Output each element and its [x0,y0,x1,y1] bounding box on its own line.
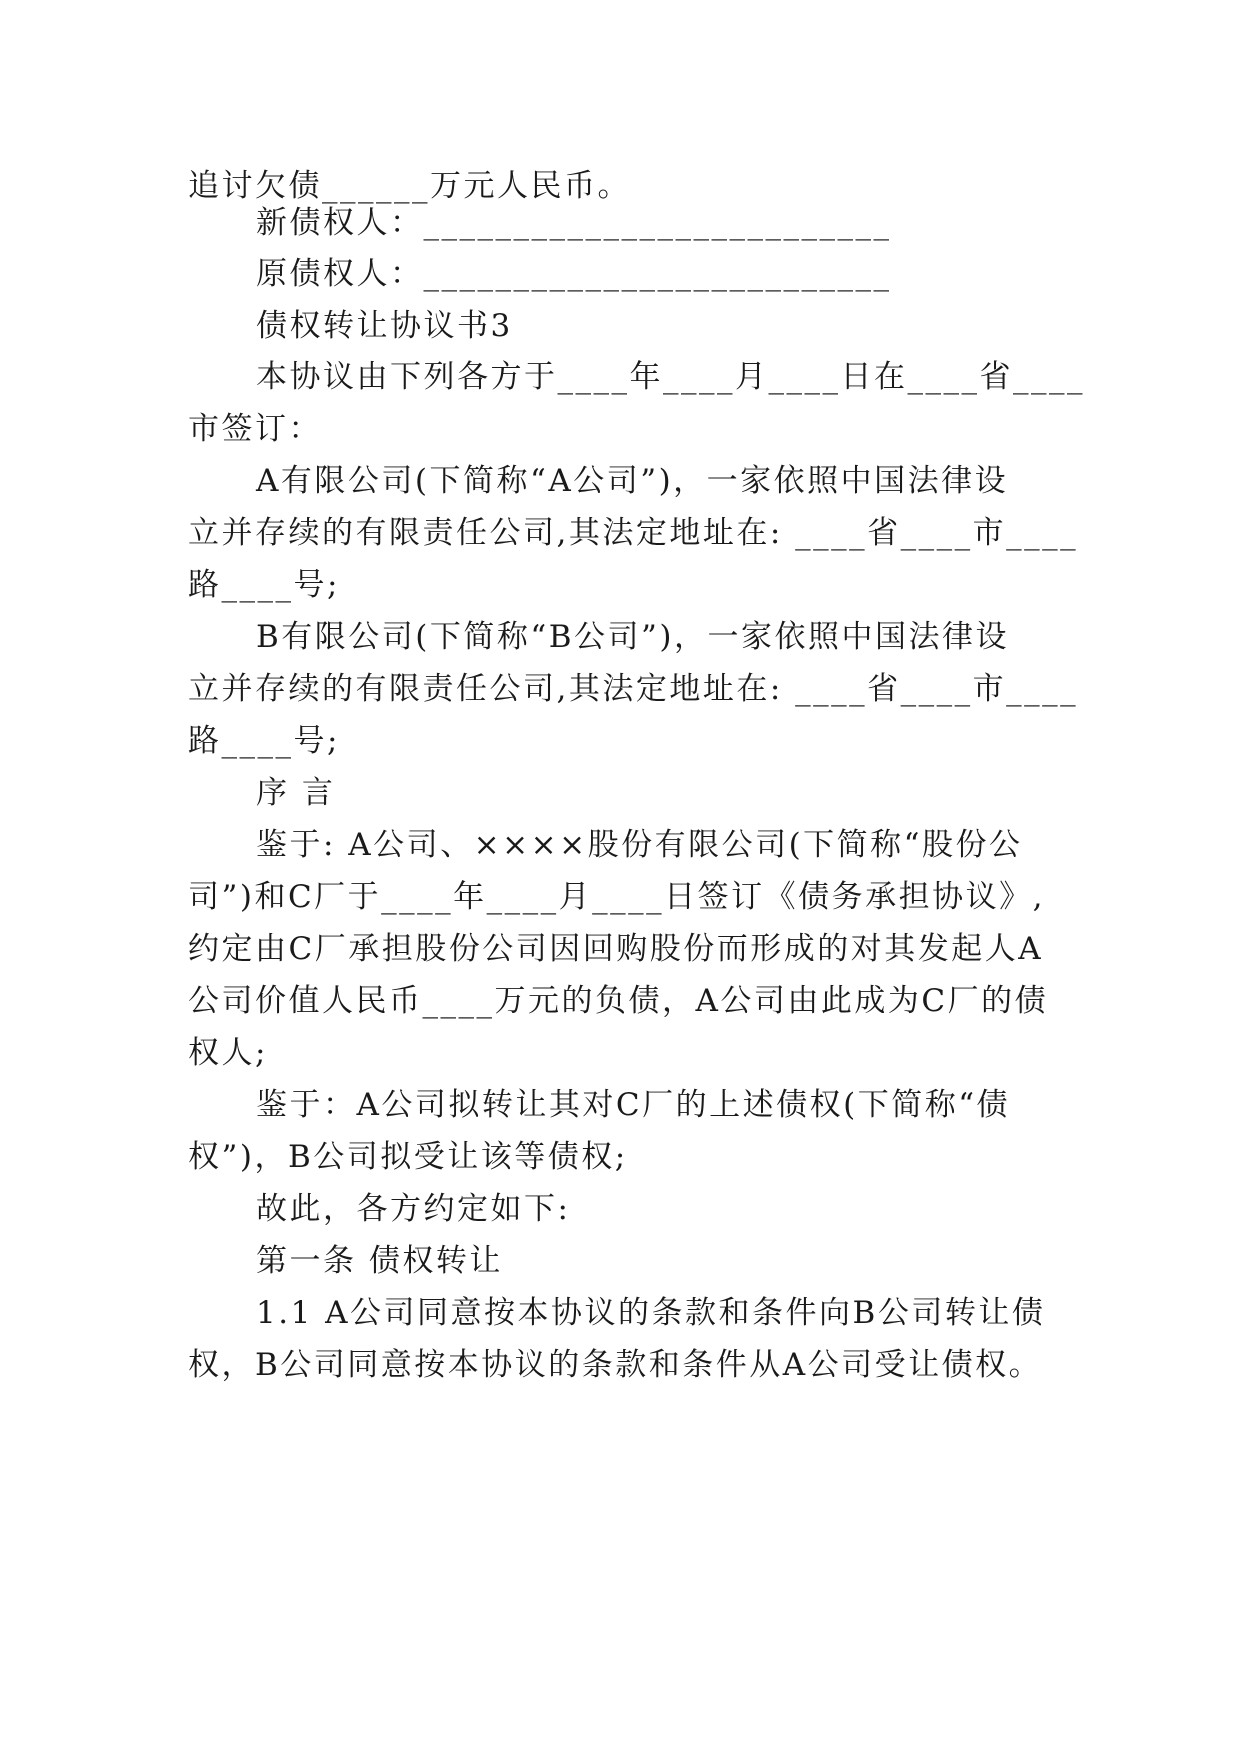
text-line: 追讨欠债______万元人民币。 [188,168,631,204]
text-line: 公司价值人民币____万元的负债，A公司由此成为C厂的债 [188,983,1049,1019]
text-line: 路____号; [188,567,340,603]
text-line: B有限公司(下简称“B公司”)，一家依照中国法律设 [256,619,1009,655]
text-line: 约定由C厂承担股份公司因回购股份而形成的对其发起人A [188,931,1044,967]
new-creditor-line: 新债权人：__________________________ [256,205,892,241]
text-line: 1.1 A公司同意按本协议的条款和条件向B公司转让债 [256,1295,1046,1331]
text-line: 立并存续的有限责任公司,其法定地址在: ____省____市____ [188,671,1079,707]
text-line: 权人; [188,1035,268,1071]
text-line: 鉴于：A公司拟转让其对C厂的上述债权(下简称“债 [256,1087,1011,1123]
section-title: 债权转让协议书3 [256,308,513,344]
preamble-heading: 序 言 [256,775,336,811]
text-line: 鉴于: A公司、××××股份有限公司(下简称“股份公 [256,827,1023,863]
text-line: A有限公司(下简称“A公司”)，一家依照中国法律设 [256,463,1009,499]
text-line: 故此，各方约定如下: [256,1191,571,1227]
text-line: 权”)，B公司拟受让该等债权; [188,1139,628,1175]
original-creditor-line: 原债权人：__________________________ [256,256,892,292]
text-line: 路____号; [188,723,340,759]
text-line: 立并存续的有限责任公司,其法定地址在: ____省____市____ [188,515,1079,551]
text-line: 司”)和C厂于____年____月____日签订《债务承担协议》, [188,879,1046,915]
article-heading: 第一条 债权转让 [256,1243,503,1279]
text-line: 市签订： [188,411,322,447]
text-line: 权，B公司同意按本协议的条款和条件从A公司受让债权。 [188,1347,1043,1383]
text-line: 本协议由下列各方于____年____月____日在____省____ [256,359,1085,395]
